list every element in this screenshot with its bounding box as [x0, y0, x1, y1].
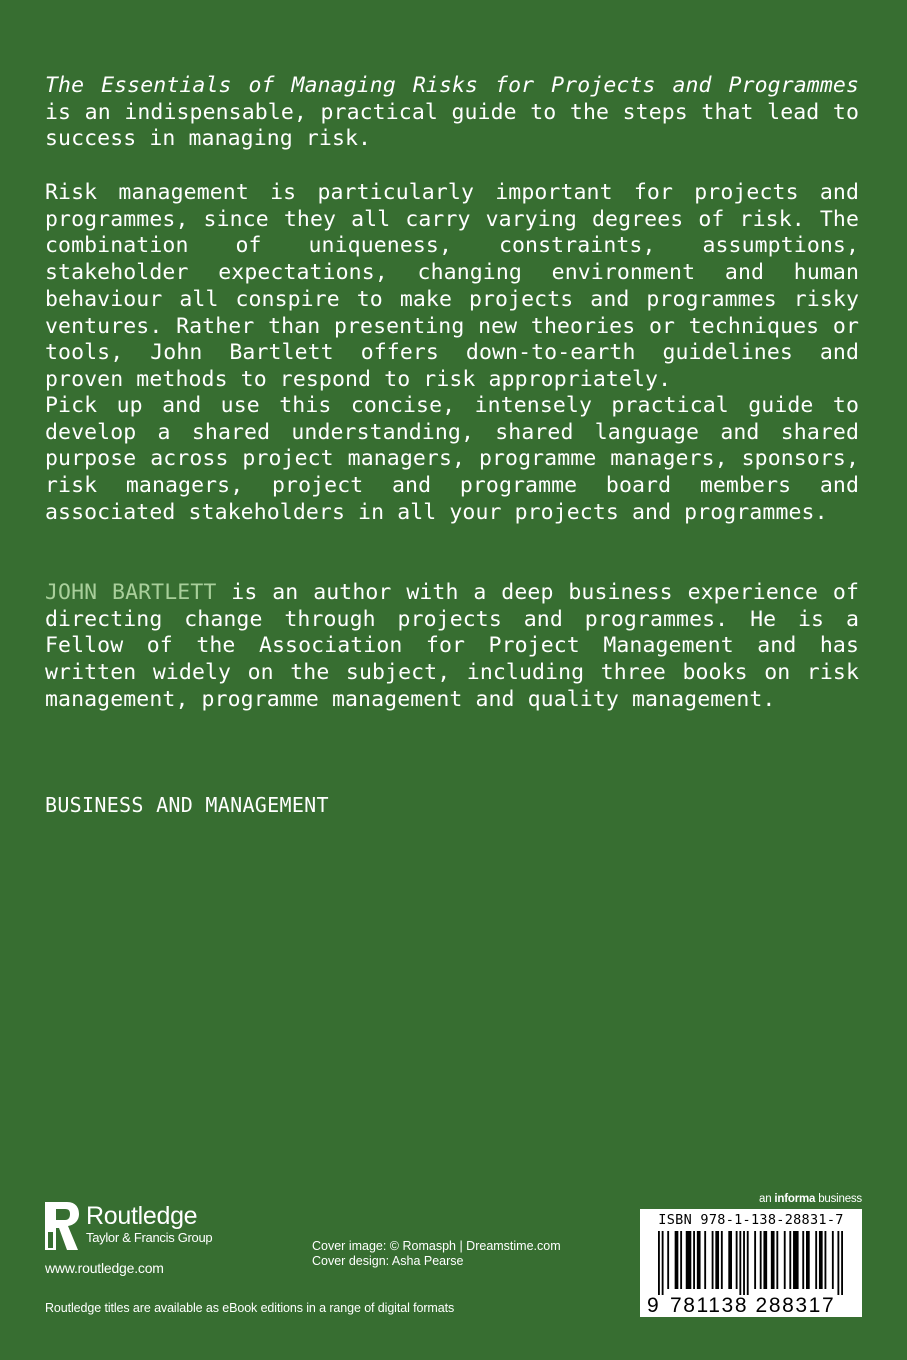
- barcode-bar: [675, 1231, 679, 1289]
- barcode-bar: [793, 1231, 799, 1289]
- publisher-block: [45, 1202, 212, 1276]
- barcode-bar: [697, 1231, 701, 1289]
- barcode-bar: [760, 1231, 762, 1289]
- barcode-bar: [837, 1231, 839, 1295]
- barcode-remaining-digits: 781138 288317: [670, 1294, 836, 1317]
- isbn-label: ISBN 978-1-138-28831-7: [658, 1212, 844, 1228]
- barcode-bar: [693, 1231, 695, 1289]
- barcode-bar: [721, 1231, 723, 1289]
- cover-design-credit: Cover design: Asha Pearse: [312, 1253, 464, 1268]
- barcode-bar: [736, 1231, 738, 1289]
- author-bio: [45, 580, 859, 714]
- barcode-bar: [658, 1231, 660, 1295]
- barcode-bar: [754, 1231, 756, 1289]
- barcode-bar: [763, 1231, 767, 1289]
- barcode-bar: [789, 1231, 791, 1289]
- publisher-logo: [45, 1202, 212, 1250]
- cover-image-credit: Cover image: © Romasph | Dreamstime.com: [312, 1239, 561, 1253]
- informa-tagline: [759, 1193, 862, 1205]
- barcode-bar: [662, 1231, 664, 1295]
- informa-prefix: an: [759, 1193, 775, 1205]
- ebook-note: Routledge titles are available as eBook editions in a range of digital formats: [45, 1301, 455, 1315]
- barcode-bar: [815, 1231, 817, 1289]
- barcode-first-digit: 9: [647, 1294, 660, 1317]
- publisher-name: Routledge: [86, 1202, 198, 1230]
- barcode-bar: [784, 1231, 786, 1289]
- barcode-bar: [819, 1231, 823, 1289]
- barcode-bar: [680, 1231, 682, 1289]
- routledge-logo-icon: [45, 1202, 79, 1250]
- blurb-paragraph-2: Risk management is particularly important for projects and programmes, since they all carry varying degrees of risk. The combination of uniqueness, constraints, assumptions, stakeholder expectations, changing environment and human behaviour all conspire to make projects and programmes risky ventures. Rather than presenting new theories or techniques or tools, John Bartlett offers down-to-earth guidelines and proven methods to respond to risk appropriately.: [45, 180, 859, 392]
- author-bio-text: is an author with a deep business experience of directing change through projects and programmes. He is a Fellow of the Association for Project Management and has written widely on the subject, including three books on risk management, programme management and quality management.: [45, 580, 859, 712]
- barcode-bar: [743, 1231, 745, 1295]
- barcode-bar: [747, 1231, 749, 1295]
- blurb-paragraph-1-text: is an indispensable, practical guide to the steps that lead to success in managing risk.: [45, 99, 859, 152]
- informa-brand: informa: [774, 1193, 816, 1205]
- barcode-bars: [644, 1231, 858, 1295]
- barcode-bar: [806, 1231, 810, 1289]
- barcode-bar: [715, 1231, 719, 1289]
- barcode-bar: [771, 1231, 775, 1289]
- barcode-bar: [776, 1231, 778, 1289]
- isbn-barcode: [640, 1209, 862, 1317]
- barcode-bar: [686, 1231, 692, 1289]
- barcode-bar: [739, 1231, 741, 1295]
- author-name: JOHN BARTLETT: [45, 580, 217, 605]
- publisher-url[interactable]: www.routledge.com: [45, 1260, 164, 1276]
- informa-suffix: business: [815, 1193, 862, 1205]
- barcode-bar: [841, 1231, 843, 1295]
- barcode-bar: [728, 1231, 732, 1289]
- barcode-bar: [704, 1231, 706, 1289]
- barcode-bar: [712, 1231, 714, 1289]
- barcode-bar: [825, 1231, 827, 1289]
- cover-credits: [312, 1239, 561, 1268]
- barcode-bar: [667, 1231, 669, 1289]
- subject-category: BUSINESS AND MANAGEMENT: [45, 793, 329, 817]
- blurb-paragraph-3: Pick up and use this concise, intensely practical guide to develop a shared understanding, shared language and shared purpose across project managers, programme managers, sponsors, risk managers, project and programme board members and associated stakeholders in all your projects and programmes.: [45, 393, 859, 525]
- barcode-bar: [802, 1231, 804, 1289]
- barcode-bar: [832, 1231, 834, 1289]
- blurb-paragraph-1: [45, 73, 859, 153]
- book-title: The Essentials of Managing Risks for Projects and Programmes: [45, 73, 859, 98]
- publisher-group: Taylor & Francis Group: [86, 1230, 213, 1245]
